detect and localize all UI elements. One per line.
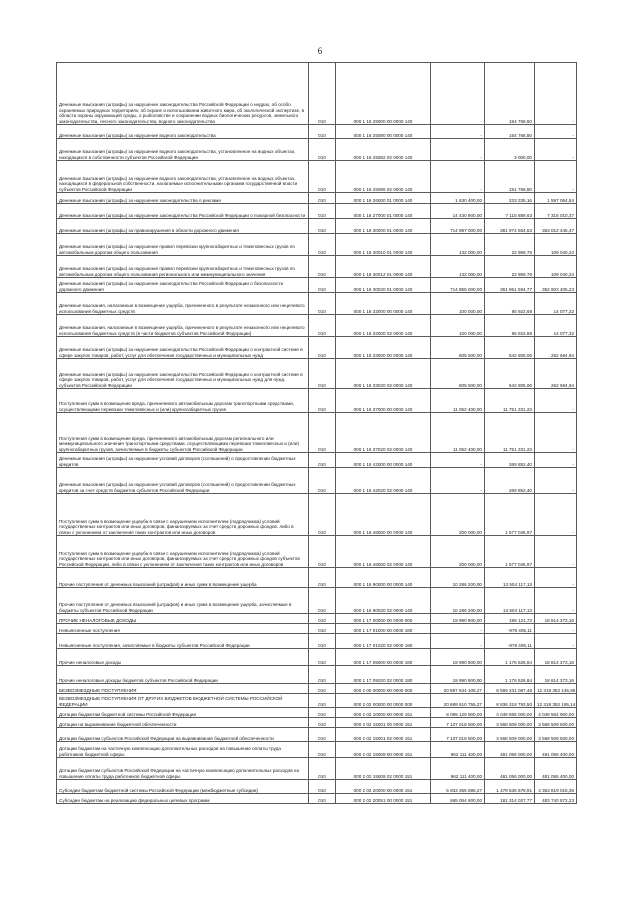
- row-line-code: 010: [309, 728, 336, 742]
- table-row: [57, 234, 577, 256]
- row-unexecuted-amount: -: [535, 413, 577, 453]
- row-line-code: 010: [309, 337, 336, 359]
- table-row: [57, 125, 577, 139]
- row-budget-classification-code: 000 1 17 05000 00 0000 180: [336, 649, 431, 666]
- row-unexecuted-amount: -: [535, 494, 577, 536]
- row-executed-amount: 198 121,73: [485, 614, 535, 624]
- table-row: [57, 780, 577, 794]
- row-budget-classification-code: 000 1 16 32000 02 0000 140: [336, 315, 431, 337]
- row-line-code: 010: [309, 708, 336, 718]
- row-approved-amount: 10 286 200,00: [431, 568, 485, 588]
- row-executed-amount: 181 314 027,77: [485, 794, 535, 804]
- row-executed-amount: 7 115 889,63: [485, 204, 535, 219]
- row-executed-amount: 154 768,50: [485, 63, 535, 125]
- row-unexecuted-amount: -: [535, 139, 577, 161]
- row-executed-amount: 1 176 526,84: [485, 666, 535, 684]
- row-budget-classification-code: 000 1 16 37020 02 0000 140: [336, 413, 431, 453]
- row-description: Денежные взыскания (штрафы) за правонарушения в области дорожного движения: [57, 219, 309, 234]
- row-description: ПРОЧИЕ НЕНАЛОГОВЫЕ ДОХОДЫ: [57, 614, 309, 624]
- row-budget-classification-code: 000 1 17 05020 02 0000 180: [336, 666, 431, 684]
- row-description: Прочие поступления от денежных взысканий (штрафов) и иных сумм в возмещение ущерба: [57, 568, 309, 588]
- row-line-code: 010: [309, 536, 336, 568]
- table-row: [57, 624, 577, 634]
- row-approved-amount: 11 052 400,00: [431, 389, 485, 413]
- row-line-code: 010: [309, 694, 336, 708]
- row-budget-classification-code: 000 1 16 30000 01 0000 140: [336, 219, 431, 234]
- row-approved-amount: 805 500,00: [431, 337, 485, 359]
- row-unexecuted-amount: 109 040,24: [535, 256, 577, 278]
- row-line-code: 010: [309, 649, 336, 666]
- row-executed-amount: 361 974 554,53: [485, 219, 535, 234]
- row-approved-amount: -: [431, 624, 485, 634]
- table-row: [57, 684, 577, 694]
- row-description: БЕЗВОЗМЕЗДНЫЕ ПОСТУПЛЕНИЯ ОТ ДРУГИХ БЮДЖЕТОВ БЮДЖЕТНОЙ СИСТЕМЫ РОССИЙСКОЙ ФЕДЕРАЦИИ: [57, 694, 309, 708]
- row-unexecuted-amount: -: [535, 588, 577, 614]
- row-budget-classification-code: 000 1 16 90020 02 0000 140: [336, 588, 431, 614]
- row-approved-amount: 7 137 018 500,00: [431, 728, 485, 742]
- row-executed-amount: 151 768,50: [485, 161, 535, 193]
- table-row: [57, 468, 577, 494]
- row-line-code: 010: [309, 468, 336, 494]
- row-approved-amount: 200 000,00: [431, 494, 485, 536]
- row-line-code: 010: [309, 624, 336, 634]
- row-unexecuted-amount: 18 814 373,16: [535, 614, 577, 624]
- table-row: [57, 614, 577, 624]
- table-row: [57, 666, 577, 684]
- row-unexecuted-amount: 12 318 353 145,85: [535, 684, 577, 694]
- row-budget-classification-code: 000 1 16 25080 00 0000 140: [336, 125, 431, 139]
- row-approved-amount: 962 111 400,00: [431, 758, 485, 780]
- row-approved-amount: 20 889 610 755,27: [431, 694, 485, 708]
- row-line-code: 010: [309, 794, 336, 804]
- page-number: 6: [317, 46, 323, 56]
- row-description: Денежные взыскания (штрафы) за нарушение условий договоров (соглашений) о предоставлении бюджетных кредитов: [57, 453, 309, 468]
- table-row: [57, 413, 577, 453]
- row-executed-amount: 11 751 331,23: [485, 389, 535, 413]
- row-line-code: 010: [309, 219, 336, 234]
- row-budget-classification-code: 000 2 02 00000 00 0000 000: [336, 694, 431, 708]
- row-description: Денежные взыскания (штрафы) за нарушение законодательства Российской Федерации о контрактной системе в сфере закупок товаров, работ, услуг для обеспечения государственных и муниципальных нужд для нужд субъектов Российской Федерации: [57, 359, 309, 389]
- row-line-code: 010: [309, 278, 336, 293]
- row-executed-amount: 1 176 526,84: [485, 649, 535, 666]
- row-approved-amount: -: [431, 63, 485, 125]
- table-row: [57, 742, 577, 758]
- row-budget-classification-code: 000 1 16 37000 00 0000 140: [336, 389, 431, 413]
- row-description: Невыясненные поступления, зачисляемые в бюджеты субъектов Российской Федерации: [57, 634, 309, 649]
- row-unexecuted-amount: 1 597 064,84: [535, 193, 577, 204]
- row-line-code: 010: [309, 588, 336, 614]
- row-executed-amount: 542 805,06: [485, 359, 535, 389]
- table-row: [57, 161, 577, 193]
- row-line-code: 010: [309, 568, 336, 588]
- row-budget-classification-code: 000 1 17 01000 00 0000 180: [336, 624, 431, 634]
- row-approved-amount: 14 430 900,00: [431, 204, 485, 219]
- row-unexecuted-amount: 353 012 445,47: [535, 219, 577, 234]
- row-description: Денежные взыскания (штрафы) за нарушение водного законодательства, установленное на водных объектах, находящихся в федеральной собственности, налагаемые исполнительными органами государственной власти субъектов Российской Федерации: [57, 161, 309, 193]
- row-unexecuted-amount: 4 353 819 015,36: [535, 780, 577, 794]
- row-line-code: 010: [309, 742, 336, 758]
- table-row: [57, 453, 577, 468]
- row-budget-classification-code: 000 1 16 30010 01 0000 140: [336, 234, 431, 256]
- table-row: [57, 568, 577, 588]
- table-row: [57, 359, 577, 389]
- row-unexecuted-amount: 18 814 373,16: [535, 649, 577, 666]
- row-unexecuted-amount: 483 740 572,23: [535, 794, 577, 804]
- row-description: Невыясненные поступления: [57, 624, 309, 634]
- row-description: Денежные взыскания (штрафы) за нарушение водного законодательства: [57, 125, 309, 139]
- row-executed-amount: 481 056 000,00: [485, 758, 535, 780]
- row-description: Денежные взыскания (штрафы) за нарушение законодательства Российской Федерации о недрах, об особо охраняемых природных территориях, об охране и использовании животного мира, об экологической экспертизе, в области охраны окружающей среды, о рыболовстве и сохранении водных биологических ресурсов, земельного законодательства, лесного законодательства, водного законодательства: [57, 63, 309, 125]
- row-budget-classification-code: 000 1 16 46000 00 0000 140: [336, 494, 431, 536]
- row-description: Денежные взыскания (штрафы) за нарушение законодательства Российской Федерации о пожарной безопасности: [57, 204, 309, 219]
- row-line-code: 010: [309, 293, 336, 315]
- table-row: [57, 293, 577, 315]
- row-unexecuted-amount: 14 077,32: [535, 315, 577, 337]
- row-description: Прочие неналоговые доходы бюджетов субъектов Российской Федерации: [57, 666, 309, 684]
- row-budget-classification-code: 000 2 02 10000 00 0000 151: [336, 708, 431, 718]
- row-budget-classification-code: 000 1 16 25082 02 0000 140: [336, 139, 431, 161]
- row-budget-classification-code: 000 1 16 46000 02 0000 140: [336, 536, 431, 568]
- row-executed-amount: 269 852,40: [485, 453, 535, 468]
- table-row: [57, 708, 577, 718]
- row-approved-amount: 132 000,00: [431, 234, 485, 256]
- row-budget-classification-code: 000 2 02 15009 02 0000 151: [336, 758, 431, 780]
- row-approved-amount: 11 052 400,00: [431, 413, 485, 453]
- row-description: Дотации бюджетам субъектов Российской Федерации на выравнивание бюджетной обеспеченности: [57, 728, 309, 742]
- row-description: Прочие поступления от денежных взысканий (штрафов) и иных сумм в возмещение ущерба, зачисляемые в бюджеты субъектов Российской Федерации: [57, 588, 309, 614]
- table-row: [57, 193, 577, 204]
- row-approved-amount: 100 000,00: [431, 293, 485, 315]
- row-unexecuted-amount: 7 315 010,37: [535, 204, 577, 219]
- row-unexecuted-amount: 481 055 400,00: [535, 742, 577, 758]
- row-approved-amount: 962 111 400,00: [431, 742, 485, 758]
- table-row: [57, 794, 577, 804]
- row-budget-classification-code: 000 1 16 33020 02 0000 140: [336, 359, 431, 389]
- table-row: [57, 315, 577, 337]
- table-row: [57, 728, 577, 742]
- row-approved-amount: 714 987 000,00: [431, 219, 485, 234]
- row-executed-amount: 8 836 318 793,50: [485, 694, 535, 708]
- row-approved-amount: -: [431, 468, 485, 494]
- row-description: Дотации бюджетам бюджетной системы Российской Федерации: [57, 708, 309, 718]
- row-line-code: 010: [309, 204, 336, 219]
- row-executed-amount: 13 504 117,13: [485, 568, 535, 588]
- row-executed-amount: 3 000,00: [485, 139, 535, 161]
- budget-revenue-table: [56, 62, 577, 804]
- table-row: [57, 694, 577, 708]
- row-unexecuted-amount: 352 903 405,23: [535, 278, 577, 293]
- row-description: Дотации бюджетам на частичную компенсацию дополнительных расходов на повышение оплаты труда работников бюджетной сферы: [57, 742, 309, 758]
- row-description: Денежные взыскания (штрафы) за нарушение правил перевозки крупногабаритных и тяжеловесных грузов по автомобильным дорогам общего пользования: [57, 234, 309, 256]
- row-description: Денежные взыскания, налагаемые в возмещение ущерба, причиненного в результате незаконного или нецелевого использования бюджетных средств: [57, 293, 309, 315]
- row-unexecuted-amount: -: [535, 125, 577, 139]
- row-description: Поступления сумм в возмещение ущерба в связи с нарушением исполнителем (подрядчиком) условий государственных контрактов или иных договоров, финансируемых за счет средств дорожных фондов субъектов Российской Федерации, либо в связи с уклонением от заключения таких контрактов или иных договоров: [57, 536, 309, 568]
- row-budget-classification-code: 000 1 16 30020 01 0000 140: [336, 278, 431, 293]
- row-description: Денежные взыскания (штрафы) за нарушение законодательства Российской Федерации о безопасности дорожного движения: [57, 278, 309, 293]
- row-description: Дотации бюджетам субъектов Российской Федерации на частичную компенсацию дополнительных расходов на повышение оплаты труда работников бюджетной сферы: [57, 758, 309, 780]
- row-budget-classification-code: 000 2 00 00000 00 0000 000: [336, 684, 431, 694]
- row-unexecuted-amount: -: [535, 389, 577, 413]
- table-row: [57, 634, 577, 649]
- row-approved-amount: 10 286 200,00: [431, 588, 485, 614]
- table-row: [57, 494, 577, 536]
- table-row: [57, 139, 577, 161]
- row-description: Денежные взыскания (штрафы) за нарушение законодательства Российской Федерации о контрактной системе в сфере закупок товаров, работ, услуг для обеспечения государственных и муниципальных нужд: [57, 337, 309, 359]
- row-executed-amount: 85 922,68: [485, 293, 535, 315]
- row-approved-amount: -: [431, 634, 485, 649]
- row-budget-classification-code: 000 2 02 15001 02 0000 151: [336, 728, 431, 742]
- row-description: Поступления сумм в возмещение ущерба в связи с нарушением исполнителем (подрядчиком) условий государственных контрактов или иных договоров, финансируемых за счет средств дорожных фондов, либо в связи с уклонением от заключения таких контрактов или иных договоров: [57, 494, 309, 536]
- table-row: [57, 219, 577, 234]
- row-executed-amount: 13 504 117,13: [485, 588, 535, 614]
- row-unexecuted-amount: -: [535, 453, 577, 468]
- row-unexecuted-amount: 14 077,32: [535, 293, 577, 315]
- table-body: [57, 63, 577, 804]
- row-unexecuted-amount: -: [535, 536, 577, 568]
- row-executed-amount: 154 768,50: [485, 125, 535, 139]
- table-row: [57, 278, 577, 293]
- row-unexecuted-amount: 18 814 373,16: [535, 666, 577, 684]
- row-line-code: 010: [309, 193, 336, 204]
- row-budget-classification-code: 000 1 16 26000 01 0000 140: [336, 193, 431, 204]
- row-line-code: 010: [309, 161, 336, 193]
- row-description: Прочие неналоговые доходы: [57, 649, 309, 666]
- row-executed-amount: 8 569 231 087,48: [485, 684, 535, 694]
- row-approved-amount: 19 990 900,00: [431, 614, 485, 624]
- row-executed-amount: 22 959,76: [485, 256, 535, 278]
- table-row: [57, 536, 577, 568]
- row-budget-classification-code: 000 2 02 20000 00 0000 151: [336, 780, 431, 794]
- table-row: [57, 389, 577, 413]
- row-budget-classification-code: 000 1 16 32000 00 0000 140: [336, 293, 431, 315]
- row-approved-amount: 714 855 000,00: [431, 278, 485, 293]
- row-approved-amount: 19 990 900,00: [431, 649, 485, 666]
- row-unexecuted-amount: -: [535, 161, 577, 193]
- row-executed-amount: 4 049 565 000,00: [485, 708, 535, 718]
- row-budget-classification-code: 000 1 17 00000 00 0000 000: [336, 614, 431, 624]
- row-executed-amount: 269 852,40: [485, 468, 535, 494]
- row-line-code: 010: [309, 684, 336, 694]
- table-row: [57, 718, 577, 728]
- row-approved-amount: -: [431, 139, 485, 161]
- row-unexecuted-amount: 262 694,94: [535, 359, 577, 389]
- row-unexecuted-amount: -: [535, 468, 577, 494]
- table-row: [57, 588, 577, 614]
- row-approved-amount: 7 137 018 500,00: [431, 718, 485, 728]
- row-executed-amount: 1 479 536 579,91: [485, 780, 535, 794]
- row-budget-classification-code: 000 1 16 42020 02 0000 140: [336, 468, 431, 494]
- row-executed-amount: 85 922,68: [485, 315, 535, 337]
- row-approved-amount: 5 833 355 595,27: [431, 780, 485, 794]
- row-approved-amount: 665 054 600,00: [431, 794, 485, 804]
- row-unexecuted-amount: 481 055 400,00: [535, 758, 577, 780]
- row-executed-amount: 1 577 046,97: [485, 536, 535, 568]
- row-description: Поступления сумм в возмещение вреда, причиняемого автомобильным дорогам регионального или межмуниципального значения транспортными средствами, осуществляющими перевозки тяжеловесных и (или) крупногабаритных грузов, зачисляемые в бюджеты субъектов Российской Федерации: [57, 413, 309, 453]
- row-description: Денежные взыскания, налагаемые в возмещение ущерба, причиненного в результате незаконного или нецелевого использования бюджетных средств (в части бюджетов субъектов Российской Федерации): [57, 315, 309, 337]
- row-unexecuted-amount: 4 049 564 900,00: [535, 708, 577, 718]
- row-unexecuted-amount: -: [535, 624, 577, 634]
- row-executed-amount: 542 805,06: [485, 337, 535, 359]
- table-row: [57, 649, 577, 666]
- table-row: [57, 63, 577, 125]
- row-executed-amount: 233 335,16: [485, 193, 535, 204]
- row-line-code: 010: [309, 494, 336, 536]
- row-line-code: 010: [309, 666, 336, 684]
- row-line-code: 010: [309, 758, 336, 780]
- row-executed-amount: 481 056 000,00: [485, 742, 535, 758]
- row-unexecuted-amount: 3 568 509 500,00: [535, 728, 577, 742]
- row-description: Денежные взыскания (штрафы) за нарушение водного законодательства, установленное на водных объектах, находящихся в собственности субъектов Российской Федерации: [57, 139, 309, 161]
- table-row: [57, 337, 577, 359]
- row-approved-amount: -: [431, 161, 485, 193]
- row-budget-classification-code: 000 2 02 15009 00 0000 151: [336, 742, 431, 758]
- row-line-code: 010: [309, 413, 336, 453]
- row-budget-classification-code: 000 2 02 15001 00 0000 151: [336, 718, 431, 728]
- row-description: БЕЗВОЗМЕЗДНЫЕ ПОСТУПЛЕНИЯ: [57, 684, 309, 694]
- row-line-code: 010: [309, 234, 336, 256]
- row-line-code: 010: [309, 315, 336, 337]
- row-line-code: 010: [309, 453, 336, 468]
- row-unexecuted-amount: -: [535, 63, 577, 125]
- row-executed-amount: 361 951 594,77: [485, 278, 535, 293]
- row-approved-amount: 132 000,00: [431, 256, 485, 278]
- row-budget-classification-code: 000 1 16 25000 00 0000 140: [336, 63, 431, 125]
- row-budget-classification-code: 000 1 16 30012 01 0000 140: [336, 256, 431, 278]
- row-budget-classification-code: 000 1 16 42000 00 0000 140: [336, 453, 431, 468]
- row-executed-amount: -978 405,11: [485, 634, 535, 649]
- row-approved-amount: 805 500,00: [431, 359, 485, 389]
- row-budget-classification-code: 000 1 17 01020 02 0000 180: [336, 634, 431, 649]
- row-line-code: 010: [309, 63, 336, 125]
- row-description: Денежные взыскания (штрафы) за нарушение правил перевозки крупногабаритных и тяжеловесных грузов по автомобильным дорогам общего пользования регионального или межмуниципального значения: [57, 256, 309, 278]
- row-description: Денежные взыскания (штрафы) за нарушение законодательства о рекламе: [57, 193, 309, 204]
- row-approved-amount: -: [431, 125, 485, 139]
- row-unexecuted-amount: 3 568 509 500,00: [535, 718, 577, 728]
- row-executed-amount: 11 751 331,23: [485, 413, 535, 453]
- row-budget-classification-code: 000 1 16 90000 00 0000 140: [336, 568, 431, 588]
- row-line-code: 010: [309, 634, 336, 649]
- row-unexecuted-amount: 12 318 353 195,14: [535, 694, 577, 708]
- row-unexecuted-amount: -: [535, 634, 577, 649]
- row-approved-amount: 1 630 400,00: [431, 193, 485, 204]
- row-executed-amount: 3 568 509 000,00: [485, 728, 535, 742]
- row-description: Субсидии бюджетам на реализацию федеральных целевых программ: [57, 794, 309, 804]
- row-line-code: 010: [309, 614, 336, 624]
- table-row: [57, 256, 577, 278]
- row-description: Субсидии бюджетам бюджетной системы Российской Федерации (межбюджетные субсидии): [57, 780, 309, 794]
- row-approved-amount: 200 000,00: [431, 536, 485, 568]
- table-row: [57, 204, 577, 219]
- row-executed-amount: 1 577 046,97: [485, 494, 535, 536]
- row-executed-amount: -978 405,11: [485, 624, 535, 634]
- row-executed-amount: 22 959,76: [485, 234, 535, 256]
- row-approved-amount: 8 099 129 900,00: [431, 708, 485, 718]
- row-approved-amount: -: [431, 453, 485, 468]
- row-executed-amount: 3 568 509 000,00: [485, 718, 535, 728]
- row-line-code: 010: [309, 256, 336, 278]
- row-approved-amount: 100 000,00: [431, 315, 485, 337]
- row-unexecuted-amount: 109 040,24: [535, 234, 577, 256]
- row-line-code: 010: [309, 359, 336, 389]
- row-budget-classification-code: 000 2 02 20051 00 0000 151: [336, 794, 431, 804]
- row-line-code: 010: [309, 125, 336, 139]
- row-line-code: 010: [309, 139, 336, 161]
- row-unexecuted-amount: 262 694,94: [535, 337, 577, 359]
- row-budget-classification-code: 000 1 16 27000 01 0000 140: [336, 204, 431, 219]
- row-line-code: 010: [309, 389, 336, 413]
- row-approved-amount: 20 887 634 105,27: [431, 684, 485, 694]
- row-line-code: 010: [309, 780, 336, 794]
- row-approved-amount: 19 990 900,00: [431, 666, 485, 684]
- row-budget-classification-code: 000 1 16 25086 02 0000 140: [336, 161, 431, 193]
- row-description: Денежные взыскания (штрафы) за нарушение условий договоров (соглашений) о предоставлении бюджетных кредитов за счет средств бюджетов субъектов Российской Федерации: [57, 468, 309, 494]
- row-line-code: 010: [309, 718, 336, 728]
- row-description: Дотации на выравнивание бюджетной обеспеченности: [57, 718, 309, 728]
- table-row: [57, 758, 577, 780]
- row-budget-classification-code: 000 1 16 33000 00 0000 140: [336, 337, 431, 359]
- row-unexecuted-amount: -: [535, 568, 577, 588]
- row-description: Поступления сумм в возмещение вреда, причиняемого автомобильным дорогам транспортными средствами, осуществляющими перевозки тяжеловесных и (или) крупногабаритных грузов: [57, 389, 309, 413]
